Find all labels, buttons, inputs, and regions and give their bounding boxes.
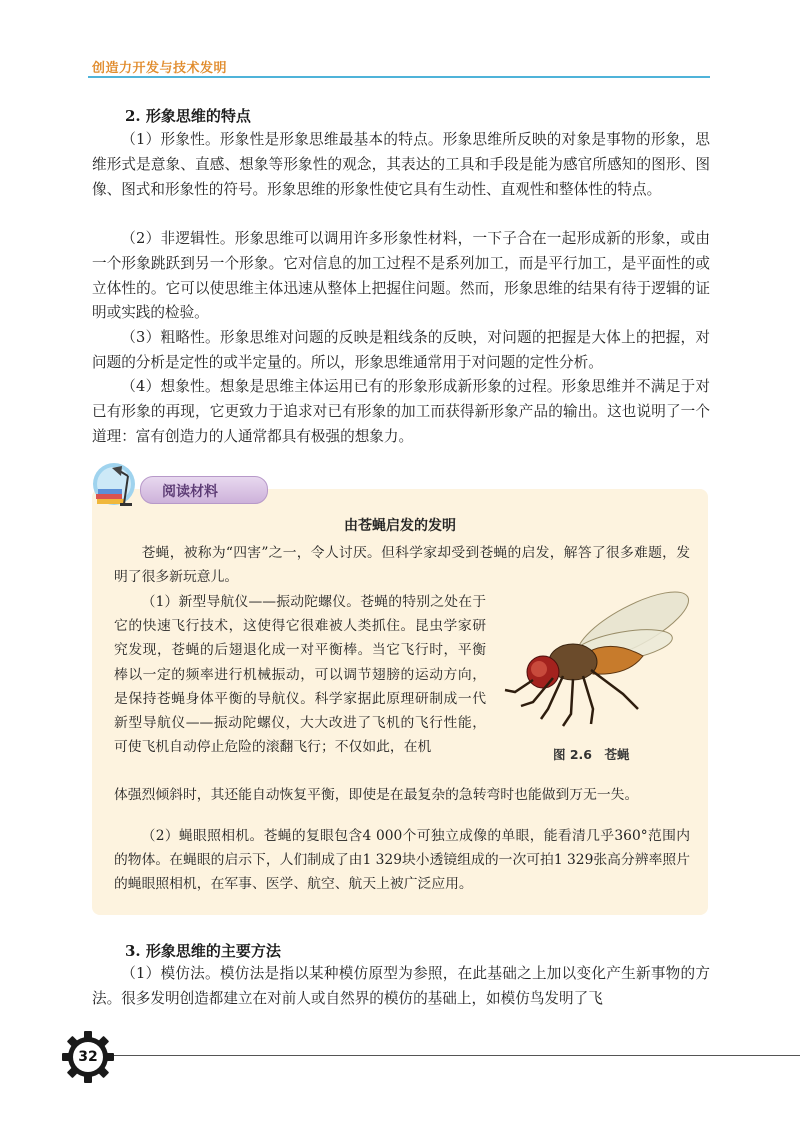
- running-header-title: 创造力开发与技术发明: [92, 61, 228, 76]
- page-number: 32: [78, 1049, 98, 1065]
- reading-material-label: 阅读材料: [162, 484, 218, 500]
- paragraph-imagination: （4）想象性。想象是思维主体运用已有的形象形成新形象的过程。形象思维并不满足于对已有形象的再现，它更致力于追求对已有形象的加工而获得新形象产品的输出。这也说明了一个道理：富有创造力的人通常都具有极强的想象力。: [92, 378, 710, 445]
- reading-intro: 苍蝇，被称为“四害”之一，令人讨厌。但科学家却受到苍蝇的启发，解答了很多难题，发明了很多新玩意儿。: [114, 545, 690, 586]
- paragraph-rough: （3）粗略性。形象思维对问题的反映是粗线条的反映，对问题的把握是大体上的把握，对问题的分析是定性的或半定量的。所以，形象思维通常用于对问题的定性分析。: [92, 329, 710, 371]
- books-lamp-icon: [88, 462, 140, 510]
- header-rule: [88, 76, 710, 78]
- reading-item-fly-eye-camera: （2）蝇眼照相机。苍蝇的复眼包含4 000个可独立成像的单眼，能看清几乎360°范围内的物体。在蝇眼的启示下，人们制成了由1 329块小透镜组成的一次可拍1 329张高分辨率照片的蝇眼照相机，在军事、医学、航空、航天上被广泛应用。: [114, 828, 690, 893]
- fly-illustration: [493, 584, 693, 734]
- section-2-heading: 2. 形象思维的特点: [125, 107, 251, 125]
- reading-item-gyroscope-continued: 体强烈倾斜时，其还能自动恢复平衡，即使是在最复杂的急转弯时也能做到万无一失。: [114, 787, 639, 803]
- footer-rule: [112, 1055, 800, 1056]
- reading-title: 由苍蝇启发的发明: [344, 518, 456, 534]
- paragraph-imagery: （1）形象性。形象性是形象思维最基本的特点。形象思维所反映的对象是事物的形象，思维形式是意象、直感、想象等形象性的观念，其表达的工具和手段是能为感官所感知的图形、图像、图式和形象性的符号。形象思维的形象性使它具有生动性、直观性和整体性的特点。: [92, 131, 710, 198]
- reading-item-gyroscope: （1）新型导航仪——振动陀螺仪。苍蝇的特别之处在于它的快速飞行技术，这使得它很难被人类抓住。昆虫学家研究发现，苍蝇的后翅退化成一对平衡棒。当它飞行时，平衡棒以一定的频率进行机械振动，可以调节翅膀的运动方向，是保持苍蝇身体平衡的导航仪。科学家据此原理研制成一代新型导航仪——振动陀螺仪，大大改进了飞机的飞行性能，可使飞机自动停止危险的滚翻飞行；不仅如此，在机: [114, 594, 486, 756]
- section-3-heading: 3. 形象思维的主要方法: [125, 942, 281, 960]
- paragraph-non-logic: （2）非逻辑性。形象思维可以调用许多形象性材料，一下子合在一起形成新的形象，或由一个形象跳跃到另一个形象。它对信息的加工过程不是系列加工，而是平行加工，是平面性的或立体性的。它可以使思维主体迅速从整体上把握住问题。然而，形象思维的结果有待于逻辑的证明或实践的检验。: [92, 230, 710, 322]
- paragraph-imitation: （1）模仿法。模仿法是指以某种模仿原型为参照，在此基础之上加以变化产生新事物的方法。很多发明创造都建立在对前人或自然界的模仿的基础上，如模仿鸟发明了飞: [92, 965, 710, 1007]
- figure-caption: 图 2.6 苍蝇: [553, 747, 630, 762]
